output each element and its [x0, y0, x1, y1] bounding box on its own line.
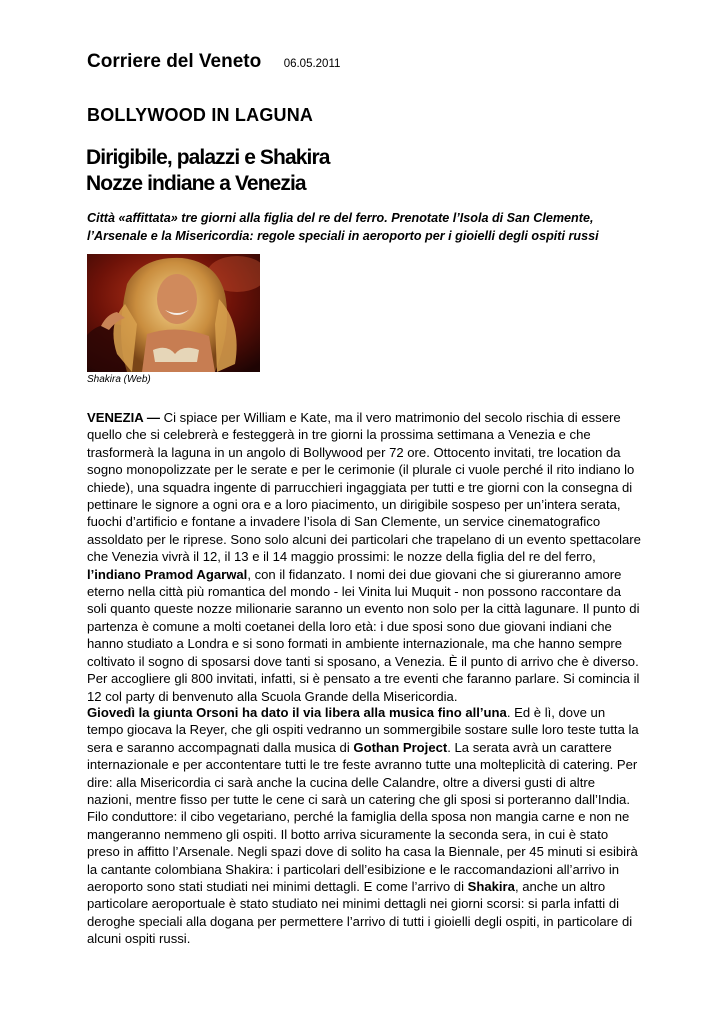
bold-lead-sentence: Giovedì la giunta Orsoni ha dato il via libera alla musica fino all’una: [87, 705, 507, 720]
headline-line-2: Nozze indiane a Venezia: [86, 172, 306, 195]
paragraph-2-text-a: . Ed è lì, dove un tempo giocava la Reyer, che gli ospiti vedranno un sommergibile sostare sulle loro teste tutta la sera e saranno accompagnati dalla musica di: [87, 705, 639, 755]
paragraph-2-text-b: . La serata avrà un carattere internazionale e per accontentare tutti le tre feste avranno tutte una molteplicità di catering. Per dire: alla Misericordia ci sarà anche la cucina delle Calandre, oltre a diversi gusti di altre nazioni, mentre fisso per tutte le cene ci sarà un catering che gli sposi si porteranno dall’India. Filo conduttore: il cibo vegetariano, perché la famiglia della sposa non mangia carne e non ne mangeranno nemmeno gli ospiti. Il botto arriva sicuramente la seconda sera, in cui è stato preso in affitto l’Arsenale. Negli spazi dove di solito ha casa la Biennale, per 45 minuti si esibirà la cantante colombiana Shakira: i particolari dell’esibizione e le raccomandazioni all’arrivo in aeroporto sono stati studiati nei minimi dettagli. E come l’arrivo di: [87, 739, 638, 895]
paragraph-1-text-a: Ci spiace per William e Kate, ma il vero matrimonio del secolo rischia di essere quello che si celebrerà e festeggerà in tre giorni la prossima settimana a Venezia e che trasformerà la laguna in un angolo di Bollywood per 72 ore. Ottocento invitati, tre location da sogno monopolizzate per le serate e per le cerimonie (il plurale ci vuole perché il rito indiano lo chiede), una squadra ingente di parrucchieri ingaggiata per tutti e tre giorni con la consegna di pettinare le signore a ogni ora e a loro piacimento, un dirigibile sospeso per un’intera serata, fuochi d’artificio e fontane a invadere l’isola di San Clemente, un service cinematografico assoldato per le riprese. Sono solo alcuni dei particolari che trapelano di un evento spettacolare che Venezia vivrà il 12, il 13 e il 14 maggio prossimi: le nozze della figlia del re del ferro,: [87, 410, 641, 565]
paragraph-1-text-b: , con il fidanzato. I nomi dei due giovani che si giureranno amore eterno nella città più romantica del mondo - lei Vinita lui Muquit - non possono raccontare da soli quanto queste nozze milionarie saranno un evento non solo per la città lagunare. Il punto di partenza è comune a molti coetanei della loro età: i due sposi sono due giovani indiani che hanno studiato a Londra e si sono formati in ambiente internazionale, ma che hanno sempre coltivato il sogno di sposarsi dove tanti si sposano, a Venezia. È il punto di arrivo che è diverso. Per accogliere gli 800 invitati, infatti, si è pensato a tre eventi che faranno parlare. Si comincia il 12 col party di benvenuto alla Scuola Grande della Misericordia.: [87, 566, 640, 704]
section-title: BOLLYWOOD IN LAGUNA: [87, 105, 314, 125]
bold-singer-name: Shakira: [467, 879, 515, 895]
bold-band-name: Gothan Project: [353, 739, 448, 755]
singer-photo-illustration: [87, 254, 260, 372]
dateline: VENEZIA —: [87, 410, 160, 425]
photo-caption: Shakira (Web): [87, 374, 151, 385]
headline-line-1: Dirigibile, palazzi e Shakira: [86, 146, 330, 169]
masthead: [87, 51, 340, 73]
publication-date: 06.05.2011: [283, 58, 341, 70]
article-photo: [87, 254, 260, 372]
newspaper-name: Corriere del Veneto: [87, 51, 262, 72]
article-headline: [86, 145, 686, 197]
body-paragraph-1: [87, 409, 642, 705]
body-paragraph-2: [87, 704, 642, 948]
article-standfirst: Città «affittata» tre giorni alla figlia del re del ferro. Prenotate l’Isola di San Clemente, l’Arsenale e la Misericordia: regole speciali in aeroporto per i gioielli degli ospiti russi: [87, 211, 599, 243]
paragraph-2-text-c: , anche un altro particolare aeroportuale è stato studiato nei minimi dettagli nei giorni scorsi: si parla infatti di deroghe speciali alla dogana per permettere l’arrivo di tutti i gioielli degli ospiti, in particolare di alcuni ospiti russi.: [87, 879, 633, 947]
bold-person-name: l’indiano Pramod Agarwal: [87, 566, 248, 582]
